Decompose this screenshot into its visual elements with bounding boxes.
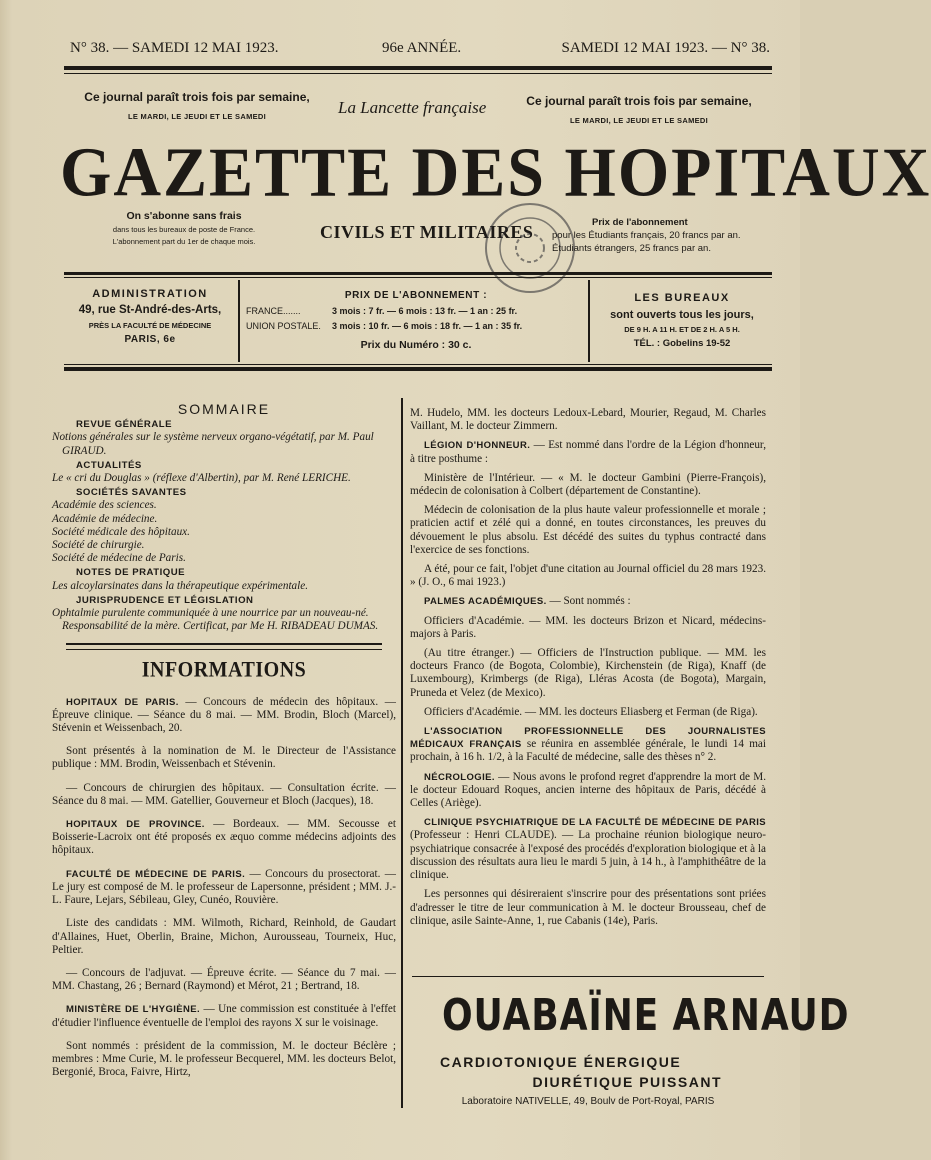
info-paragraph: Liste des candidats : MM. Wilmoth, Richard, Reinhold, de Gaudart d'Allaines, Huet, Oberlin, Braine, Michon, Aurousseau, Tourneix, Huc, Peltier.: [52, 917, 396, 956]
info-text: — Nous avons le profond regret d'apprendre la mort de M. le docteur Edouard Roques, ancien interne des hôpitaux de Paris, décédé à Celles (Ariège).: [410, 770, 766, 810]
info-paragraph: Sont présentés à la nomination de M. le Directeur de l'Assistance publique : MM. Brodin, Weissenbach et Stévenin.: [52, 745, 396, 771]
admin-address: 49, rue St-André-des-Arts,: [78, 304, 222, 316]
sommaire-item: Société de médecine de Paris.: [52, 552, 186, 565]
office-phone: TÉL. : Gobelins 19-52: [633, 338, 731, 349]
sommaire-section: SOCIÉTÉS SAVANTES: [76, 487, 187, 499]
info-paragraph: [410, 725, 766, 765]
sommaire-item: Société de chirurgie.: [52, 539, 145, 552]
info-label: CLINIQUE PSYCHIATRIQUE DE LA FACULTÉ DE MÉDECINE DE PARIS: [424, 817, 766, 829]
column-separator: [588, 280, 590, 362]
sommaire-section: ACTUALITÉS: [76, 459, 142, 471]
info-paragraph: [410, 816, 766, 882]
administration-block: [62, 288, 238, 345]
subscription-bold: On s'abonne sans frais: [126, 210, 242, 222]
frequency-note-right: [524, 94, 754, 125]
subscription-line: dans tous les bureaux de poste de France.: [112, 225, 256, 234]
info-paragraph: [52, 1003, 396, 1029]
info-paragraph: Les personnes qui désireraient s'inscrire pour des présentations sont priées d'adresser le titre de leur communication à M. le docteur Brousseau, chef de clinique, asile Sainte-Anne, 1, rue Cabanis (14e), Paris.: [410, 888, 766, 927]
sommaire-item: [52, 431, 396, 457]
price-label: FRANCE.......: [246, 306, 301, 316]
info-label: HOPITAUX DE PROVINCE.: [66, 819, 205, 831]
info-paragraph: [410, 771, 766, 811]
info-text: — Sont nommés :: [546, 595, 631, 608]
info-paragraph: [410, 595, 766, 608]
info-paragraph: M. Hudelo, MM. les docteurs Ledoux-Lebard, Mourier, Regaud, M. Charles Vaillant, M. le docteur Zimmern.: [410, 407, 766, 433]
info-text: — Concours du prosectorat. — Le jury est composé de M. le professeur de Lapersonne, président ; MM. J.-L. Faure, Lejars, Sébileau, Gley, Cunéo, Rouvière.: [52, 867, 396, 907]
top-rule: [64, 66, 772, 70]
info-rule-bottom-thin: [64, 364, 772, 365]
price-title: PRIX DE L'ABONNEMENT :: [344, 290, 488, 301]
info-label: PALMES ACADÉMIQUES.: [424, 596, 547, 608]
office-hours: DE 9 H. A 11 H. ET DE 2 H. A 5 H.: [624, 325, 740, 334]
sommaire-item: Le « cri du Douglas » (réflexe d'Albertin), par M. René LERICHE.: [52, 472, 351, 485]
frequency-text: Ce journal paraît trois fois par semaine,: [84, 90, 310, 104]
informations-title: INFORMATIONS: [141, 658, 307, 683]
info-text: — Bordeaux. — MM. Secousse et Boisserie-Lacroix ont été proposés ex æquo comme médecins adjoints des hôpitaux.: [52, 818, 396, 857]
info-paragraph: Sont nommés : président de la commission, M. le docteur Béclère ; membres : Mme Curie, M. le professeur Becquerel, MM. les docteurs Belot, Bergonié, Broca, Faivre, Hirtz,: [52, 1039, 396, 1079]
info-text: — Est nommé dans l'ordre de la Légion d'honneur, à titre posthume :: [410, 439, 766, 465]
ad-rule: [412, 976, 764, 977]
info-paragraph: Officiers d'Académie. — MM. les docteurs Brizon et Nicard, médecins-majors à Paris.: [410, 614, 766, 640]
sommaire-section: NOTES DE PRATIQUE: [76, 567, 186, 579]
student-price-line: Étudiants étrangers, 25 francs par an.: [552, 243, 711, 254]
info-label: L'ASSOCIATION PROFESSIONNELLE DES JOURNALISTES MÉDICAUX FRANÇAIS: [410, 726, 766, 751]
office-title: LES BUREAUX: [634, 292, 730, 304]
info-paragraph: Ministère de l'Intérieur. — « M. le docteur Gambini (Pierre-François), médecin de colonisation à Colbert (département de Constantine).: [410, 471, 766, 498]
info-rule-bottom: [64, 367, 772, 371]
frequency-text: Ce journal paraît trois fois par semaine,: [526, 94, 752, 108]
sommaire-item: Les alcoylarsinates dans la thérapeutique expérimentale.: [52, 579, 309, 592]
info-paragraph: [52, 868, 396, 908]
info-label: MINISTÈRE DE L'HYGIÈNE.: [66, 1004, 201, 1016]
annee: 96e ANNÉE.: [382, 40, 462, 56]
info-label: NÉCROLOGIE.: [424, 771, 495, 783]
info-rule-top-thin: [64, 277, 772, 278]
top-rule-thin: [64, 73, 772, 74]
sommaire-item: Société médicale des hôpitaux.: [52, 525, 190, 538]
section-rule: [66, 643, 382, 650]
frequency-days: LE MARDI, LE JEUDI ET LE SAMEDI: [127, 112, 267, 121]
issue-price: Prix du Numéro : 30 c.: [360, 339, 472, 351]
info-rule-top: [64, 272, 772, 275]
sommaire-section: REVUE GÉNÉRALE: [76, 419, 173, 431]
price-values: 3 mois : 7 fr. — 6 mois : 13 fr. — 1 an : 25 fr.: [332, 306, 518, 316]
student-price-note: [552, 216, 741, 255]
ad-line: CARDIOTONIQUE ÉNERGIQUE: [440, 1054, 682, 1070]
info-paragraph: — Concours de chirurgien des hôpitaux. — Consultation écrite. — Séance du 8 mai. — MM. Gatellier, Gouverneur et Bloch (Jacques), 18.: [52, 781, 396, 807]
price-row-union: [246, 321, 586, 331]
right-column: [410, 407, 766, 934]
info-paragraph: (Au titre étranger.) — Officiers de l'Instruction publique. — MM. les docteurs Franco (de Bogota, Colombie), Kirchenstein (de Riga), Knaff (de Luxembourg), Krimbergs (de Riga), Lléras Acosta (de Bogota), Margain, Pruneda et Velez (de Mexico).: [410, 647, 766, 699]
sommaire-item: Académie des sciences.: [52, 499, 157, 512]
sommaire-item: Académie de médecine.: [52, 512, 158, 525]
ad-laboratory: Laboratoire NATIVELLE, 49, Boulv de Port-Royal, PARIS: [461, 1096, 715, 1107]
masthead-title: GAZETTE DES HOPITAUX: [60, 133, 931, 212]
column-rule: [401, 398, 403, 1108]
advertisement: [410, 990, 850, 1107]
ad-brand: OUABAÏNE ARNAUD: [442, 990, 850, 1041]
sommaire-section: JURISPRUDENCE ET LÉGISLATION: [76, 594, 254, 606]
issue-left: N° 38. — SAMEDI 12 MAI 1923.: [70, 40, 279, 56]
admin-title: ADMINISTRATION: [92, 288, 208, 300]
info-paragraph: [52, 696, 396, 736]
masthead-subtitle: CIVILS ET MILITAIRES: [320, 222, 534, 242]
admin-city: PARIS, 6e: [124, 334, 176, 345]
dateline: [70, 40, 770, 60]
info-paragraph: Médecin de colonisation de la plus haute valeur professionnelle et morale ; praticien actif et zélé qui a donné, en toutes circonstances, les preuves du dévouement le plus absolu. Est décédé des suites du typhus contracté dans l'exercice de ses fonctions.: [410, 504, 766, 556]
info-paragraph: [52, 818, 396, 858]
info-paragraph: — Concours de l'adjuvat. — Épreuve écrite. — Séance du 7 mai. — MM. Chastang, 26 ; Bernard (Raymond) et Mérot, 21 ; Bertrand, 18.: [52, 966, 396, 993]
info-label: HOPITAUX DE PARIS.: [66, 696, 179, 708]
student-price-title: Prix de l'abonnement: [592, 217, 688, 228]
lancette-title: La Lancette française: [338, 98, 487, 117]
info-text: se réunira en assemblée générale, le lundi 14 mai prochain, à 16 h. 1/2, à la Faculté de médecine, salle des thèses n° 2.: [410, 738, 766, 764]
issue-right: SAMEDI 12 MAI 1923. — N° 38.: [561, 40, 770, 56]
office-hours-block: [594, 292, 770, 349]
sommaire-item: Ophtalmie purulente communiquée à une nourrice par un nouveau-né. Responsabilité de la mère. Certificat, par Me H. RIBADEAU DUMAS.: [52, 607, 379, 633]
student-price-line: pour les Étudiants français, 20 francs par an.: [552, 230, 741, 241]
subscription-line: L'abonnement part du 1er de chaque mois.: [112, 237, 256, 246]
info-paragraph: Officiers d'Académie. — MM. les docteurs Eliasberg et Ferman (de Riga).: [424, 705, 758, 718]
office-open: sont ouverts tous les jours,: [610, 309, 754, 321]
ad-line: DIURÉTIQUE PUISSANT: [532, 1074, 722, 1090]
admin-near: PRÈS LA FACULTÉ DE MÉDECINE: [88, 321, 212, 330]
info-text: (Professeur : Henri CLAUDE). — La prochaine réunion biologique neuro-psychiatrique consacrée à l'exposé des procédés d'exploration biologique et à la discussion des résultats aura lieu le mardi 5 juin, à 14 h., à l'amphithéâtre de la clinique.: [410, 829, 766, 882]
subscription-note: [78, 210, 290, 246]
price-row-france: [246, 306, 586, 316]
info-text: — Concours de médecin des hôpitaux. — Épreuve clinique. — Séance du 8 mai. — MM. Brodin, Bloch (Marcel), Stévenin et Weissenbach, 20.: [52, 695, 396, 735]
info-text: — Une commission est constituée à l'effet d'étudier l'influence éventuelle de l'emploi des rayons X sur le voisinage.: [52, 1003, 396, 1029]
price-values: 3 mois : 10 fr. — 6 mois : 18 fr. — 1 an : 35 fr.: [332, 321, 523, 331]
sommaire-title: SOMMAIRE: [177, 401, 271, 417]
left-column: [52, 403, 396, 1089]
frequency-days: LE MARDI, LE JEUDI ET LE SAMEDI: [569, 116, 709, 125]
info-label: FACULTÉ DE MÉDECINE DE PARIS.: [66, 868, 246, 880]
price-label: UNION POSTALE.: [246, 321, 321, 331]
info-label: LÉGION D'HONNEUR.: [424, 440, 531, 452]
price-block: [246, 290, 586, 351]
frequency-note-left: [82, 90, 312, 121]
info-paragraph: [410, 439, 766, 465]
column-separator: [238, 280, 240, 362]
sommaire-item-text: Notions générales sur le système nerveux organo-végétatif, par M. Paul GIRAUD.: [52, 431, 374, 457]
info-paragraph: A été, pour ce fait, l'objet d'une citation au Journal officiel du 28 mars 1923. » (J. O., 6 mai 1923.): [410, 563, 766, 589]
